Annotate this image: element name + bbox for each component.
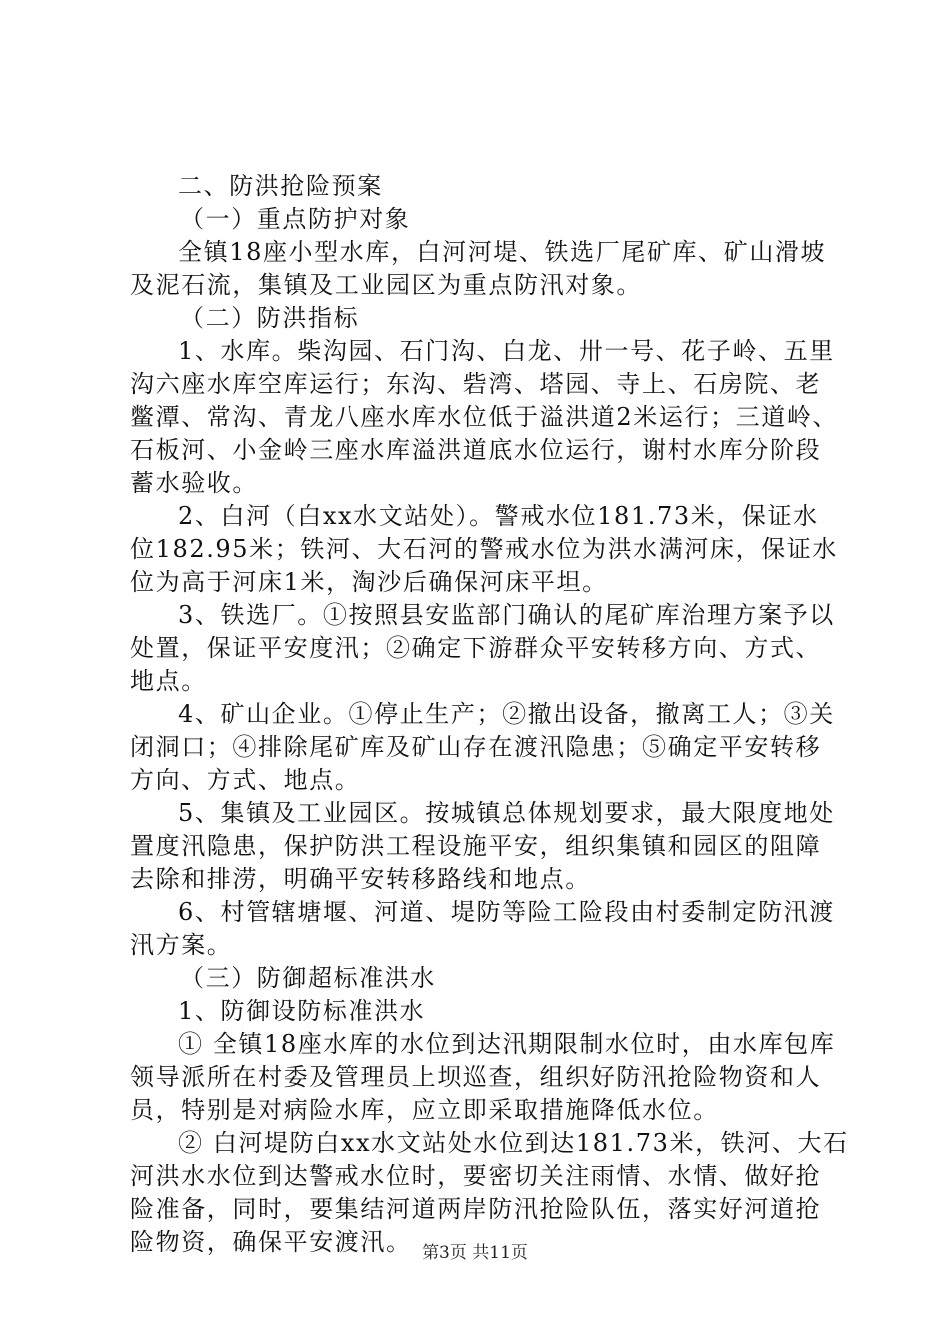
text-line: 全镇18座小型水库，白河河堤、铁选厂尾矿库、矿山滑坡 — [178, 238, 827, 266]
text-line: 2、白河（白xx水文站处）。警戒水位181.73米，保证水 — [178, 502, 819, 530]
page-footer — [0, 1242, 950, 1264]
text-line: 6、村管辖塘堰、河道、堤防等险工险段由村委制定防汛渡 — [178, 898, 835, 926]
text-line: 置度汛隐患，保护防洪工程设施平安，组织集镇和园区的阻障 — [130, 832, 822, 860]
text-line: （一）重点防护对象 — [180, 205, 411, 233]
text-line: 位为高于河床1米，淘沙后确保河床平坦。 — [130, 568, 608, 596]
text-line: 员，特别是对病险水库，应立即采取措施降低水位。 — [130, 1096, 719, 1124]
document-body — [130, 170, 849, 1259]
text-line: 方向、方式、地点。 — [130, 766, 361, 794]
text-line: （二）防洪指标 — [180, 304, 360, 332]
text-line: 石板河、小金岭三座水库溢洪道底水位运行，谢村水库分阶段 — [130, 436, 822, 464]
text-line: 1、水库。柴沟园、石门沟、白龙、卅一号、花子岭、五里 — [178, 337, 835, 365]
text-line: ① 全镇18座水库的水位到达汛期限制水位时，由水库包库 — [178, 1030, 836, 1058]
text-line: 3、铁选厂。①按照县安监部门确认的尾矿库治理方案予以 — [178, 601, 835, 629]
text-line: 鳖潭、常沟、青龙八座水库水位低于溢洪道2米运行；三道岭、 — [130, 403, 839, 431]
text-line: 及泥石流，集镇及工业园区为重点防汛对象。 — [130, 271, 642, 299]
text-line: 去除和排涝，明确平安转移路线和地点。 — [130, 865, 591, 893]
text-line: 5、集镇及工业园区。按城镇总体规划要求，最大限度地处 — [178, 799, 835, 827]
text-line: 位182.95米；铁河、大石河的警戒水位为洪水满河床，保证水 — [130, 535, 838, 563]
text-line: 领导派所在村委及管理员上坝巡查，组织好防汛抢险物资和人 — [130, 1063, 822, 1091]
text-line: 险准备，同时，要集结河道两岸防汛抢险队伍，落实好河道抢 — [130, 1195, 822, 1223]
text-line: 险物资，确保平安渡汛。 — [130, 1228, 412, 1256]
text-line: 处置，保证平安度汛；②确定下游群众平安转移方向、方式、 — [130, 634, 822, 662]
text-line: 地点。 — [130, 667, 207, 695]
text-line: ② 白河堤防白xx水文站处水位到达181.73米，铁河、大石 — [178, 1129, 849, 1157]
text-line: 二、防洪抢险预案 — [178, 172, 383, 200]
text-line: 蓄水验收。 — [130, 469, 258, 497]
text-line: 沟六座水库空库运行；东沟、砦湾、塔园、寺上、石房院、老 — [130, 370, 822, 398]
page-number: 第3页 共11页 — [422, 1243, 528, 1263]
text-line: 河洪水水位到达警戒水位时，要密切关注雨情、水情、做好抢 — [130, 1162, 822, 1190]
text-line: 1、防御设防标准洪水 — [178, 997, 426, 1025]
text-line: （三）防御超标准洪水 — [180, 964, 436, 992]
text-line: 4、矿山企业。①停止生产；②撤出设备，撤离工人；③关 — [178, 700, 835, 728]
text-line: 汛方案。 — [130, 931, 233, 959]
text-line: 闭洞口；④排除尾矿库及矿山存在渡汛隐患；⑤确定平安转移 — [130, 733, 822, 761]
